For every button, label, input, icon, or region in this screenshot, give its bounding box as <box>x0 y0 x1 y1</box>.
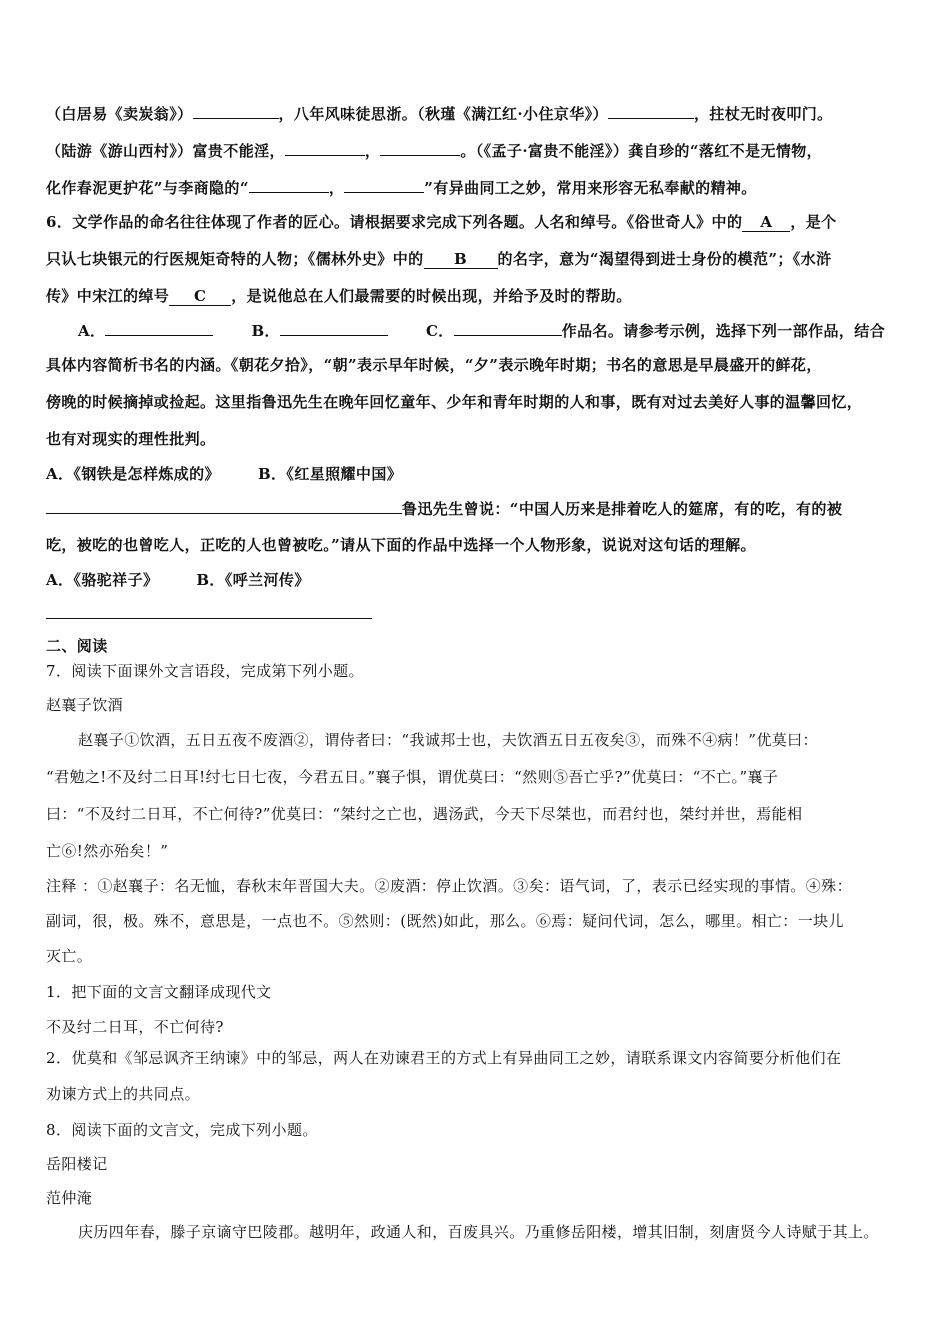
answer-blank[interactable] <box>249 177 329 193</box>
q6-line-9 <box>46 498 916 519</box>
q5-text: 化作春泥更护花”与李商隐的“ <box>46 179 249 197</box>
q8-title: 岳阳楼记 <box>46 1155 108 1173</box>
q5-line-2 <box>46 140 916 161</box>
q6-example-3: 也有对现实的理性批判。 <box>46 430 216 448</box>
answer-blank[interactable] <box>285 140 365 156</box>
q5-text: 。（《孟子·富贵不能淫》）龚自珍的“落红不是无情物， <box>460 142 823 160</box>
q5-text: （陆游《游山西村》）富贵不能淫， <box>46 142 285 160</box>
q7-passage-4: 亡⑥!然亦殆矣！” <box>46 842 169 860</box>
q7-sub-2: 2．优莫和《邹忌讽齐王纳谏》中的邹忌，两人在劝谏君王的方式上有异曲同工之妙，请联系课文内容简要分析他们在 <box>46 1049 842 1067</box>
q6-text: 6．文学作品的命名往往体现了作者的匠心。请根据要求完成下列各题。人名和绰号。《俗世奇人》中的 <box>46 213 743 231</box>
q5-text: ”有异曲同工之妙，常用来形容无私奉献的精神。 <box>424 179 757 197</box>
q6-line-1 <box>46 212 916 232</box>
answer-line[interactable] <box>46 618 372 619</box>
q7-note-2: 副词，很，极。殊不，意思是，一点也不。⑤然则：(既然)如此，那么。⑥焉：疑问代词，怎么，哪里。相亡：一块儿 <box>46 912 844 930</box>
q7-note-3: 灭亡。 <box>46 947 93 965</box>
answer-field-a[interactable] <box>105 320 213 336</box>
q6-line-10: 吃，被吃的也曾吃人，正吃的人也曾被吃。”请从下面的作品中选择一个人物形象，说说对这句话的理解。 <box>46 536 756 554</box>
blank-c[interactable]: C <box>169 287 231 306</box>
q6-text: ，是个 <box>790 213 837 231</box>
answer-label-b: B． <box>251 322 280 340</box>
q5-text: ， <box>364 142 381 160</box>
answer-label-c: C． <box>425 322 454 340</box>
q5-text: ，拄杖无时夜叩门。 <box>693 105 833 123</box>
q6-options-2 <box>46 570 916 590</box>
answer-blank[interactable] <box>608 103 694 119</box>
q7-note-1: 注释 ：①赵襄子：名无恤，春秋末年晋国大夫。②废酒：停止饮酒。③矣：语气词，了，表示已经实现的事情。④殊： <box>46 877 852 895</box>
answer-field-c[interactable] <box>454 320 562 336</box>
q7-passage-1: 赵襄子①饮酒，五日五夜不废酒②，谓侍者曰：“我诚邦士也，夫饮酒五日五夜矣③，而殊不④病！”优莫曰： <box>78 731 818 749</box>
q8-intro: 8．阅读下面的文言文，完成下列小题。 <box>46 1121 318 1139</box>
q6-text: 传》中宋江的绰号 <box>46 287 170 305</box>
q5-text: ，八年风味徒思浙。（秋瑾《满江红·小住京华》） <box>278 105 608 123</box>
q6-line-2 <box>46 249 916 269</box>
q6-text: 作品名。请参考示例，选择下列一部作品，结合 <box>561 322 886 340</box>
q7-sub-2-cont: 劝谏方式上的共同点。 <box>46 1085 201 1103</box>
q6-text: 鲁迅先生曾说：“中国人历来是排着吃人的筵席，有的吃，有的被 <box>402 500 843 518</box>
option-b: B．《红星照耀中国》 <box>257 465 403 483</box>
q5-line-1 <box>46 103 916 124</box>
q5-text: （白居易《卖炭翁》） <box>46 105 193 123</box>
q7-title: 赵襄子饮酒 <box>46 696 124 714</box>
q6-example-2: 傍晚的时候摘掉或捡起。这里指鲁迅先生在晚年回忆童年、少年和青年时期的人和事，既有对过去美好人事的温馨回忆， <box>46 393 863 411</box>
q5-text: ， <box>328 179 345 197</box>
q6-options <box>46 464 916 484</box>
section-heading: 二、阅读 <box>46 637 108 655</box>
q8-author: 范仲淹 <box>46 1189 93 1207</box>
q8-passage-1: 庆历四年春，滕子京谪守巴陵郡。越明年，政通人和，百废具兴。乃重修岳阳楼，增其旧制，刻唐贤今人诗赋于其上。 <box>78 1223 879 1241</box>
q6-text: 只认七块银元的行医规矩奇特的人物；《儒林外史》中的 <box>46 250 424 268</box>
q6-line-3 <box>46 286 916 306</box>
q7-passage-3: 曰：“不及纣二日耳，不亡何待?”优莫曰：“桀纣之亡也，遇汤武，今天下尽桀也，而君纣也，桀纣并世，焉能相 <box>46 805 803 823</box>
blank-a[interactable]: A <box>742 213 790 232</box>
option-b: B．《呼兰河传》 <box>196 571 310 589</box>
option-a: A．《钢铁是怎样炼成的》 <box>46 465 220 483</box>
answer-blank[interactable] <box>344 177 424 193</box>
q6-answer-line <box>78 320 948 341</box>
q7-sub-1-text: 不及纣二日耳，不亡何待? <box>46 1018 224 1036</box>
answer-label-a: A． <box>78 322 106 340</box>
q6-example-1: 具体内容简析书名的内涵。《朝花夕拾》，“朝”表示早年时候，“夕”表示晚年时期；书名的意思是早晨盛开的鲜花， <box>46 356 822 374</box>
q7-sub-1: 1．把下面的文言文翻译成现代文 <box>46 983 272 1001</box>
q7-intro: 7．阅读下面课外文言语段，完成第下列小题。 <box>46 662 364 680</box>
answer-blank[interactable] <box>380 140 460 156</box>
answer-line[interactable] <box>46 498 402 514</box>
option-a: A．《骆驼祥子》 <box>46 571 159 589</box>
q6-text: 的名字，意为“渴望得到进士身份的模范”；《水浒 <box>497 250 832 268</box>
blank-b[interactable]: B <box>424 250 498 269</box>
answer-field-b[interactable] <box>280 320 388 336</box>
answer-blank[interactable] <box>193 103 279 119</box>
q5-line-3 <box>46 177 916 198</box>
q7-passage-2: “君勉之!不及纣二日耳!纣七日七夜，今君五日。”襄子惧，谓优莫曰：“然则⑤吾亡乎?”优莫曰：“不亡。”襄子 <box>46 768 779 786</box>
q6-text: ，是说他总在人们最需要的时候出现，并给予及时的帮助。 <box>231 287 632 305</box>
